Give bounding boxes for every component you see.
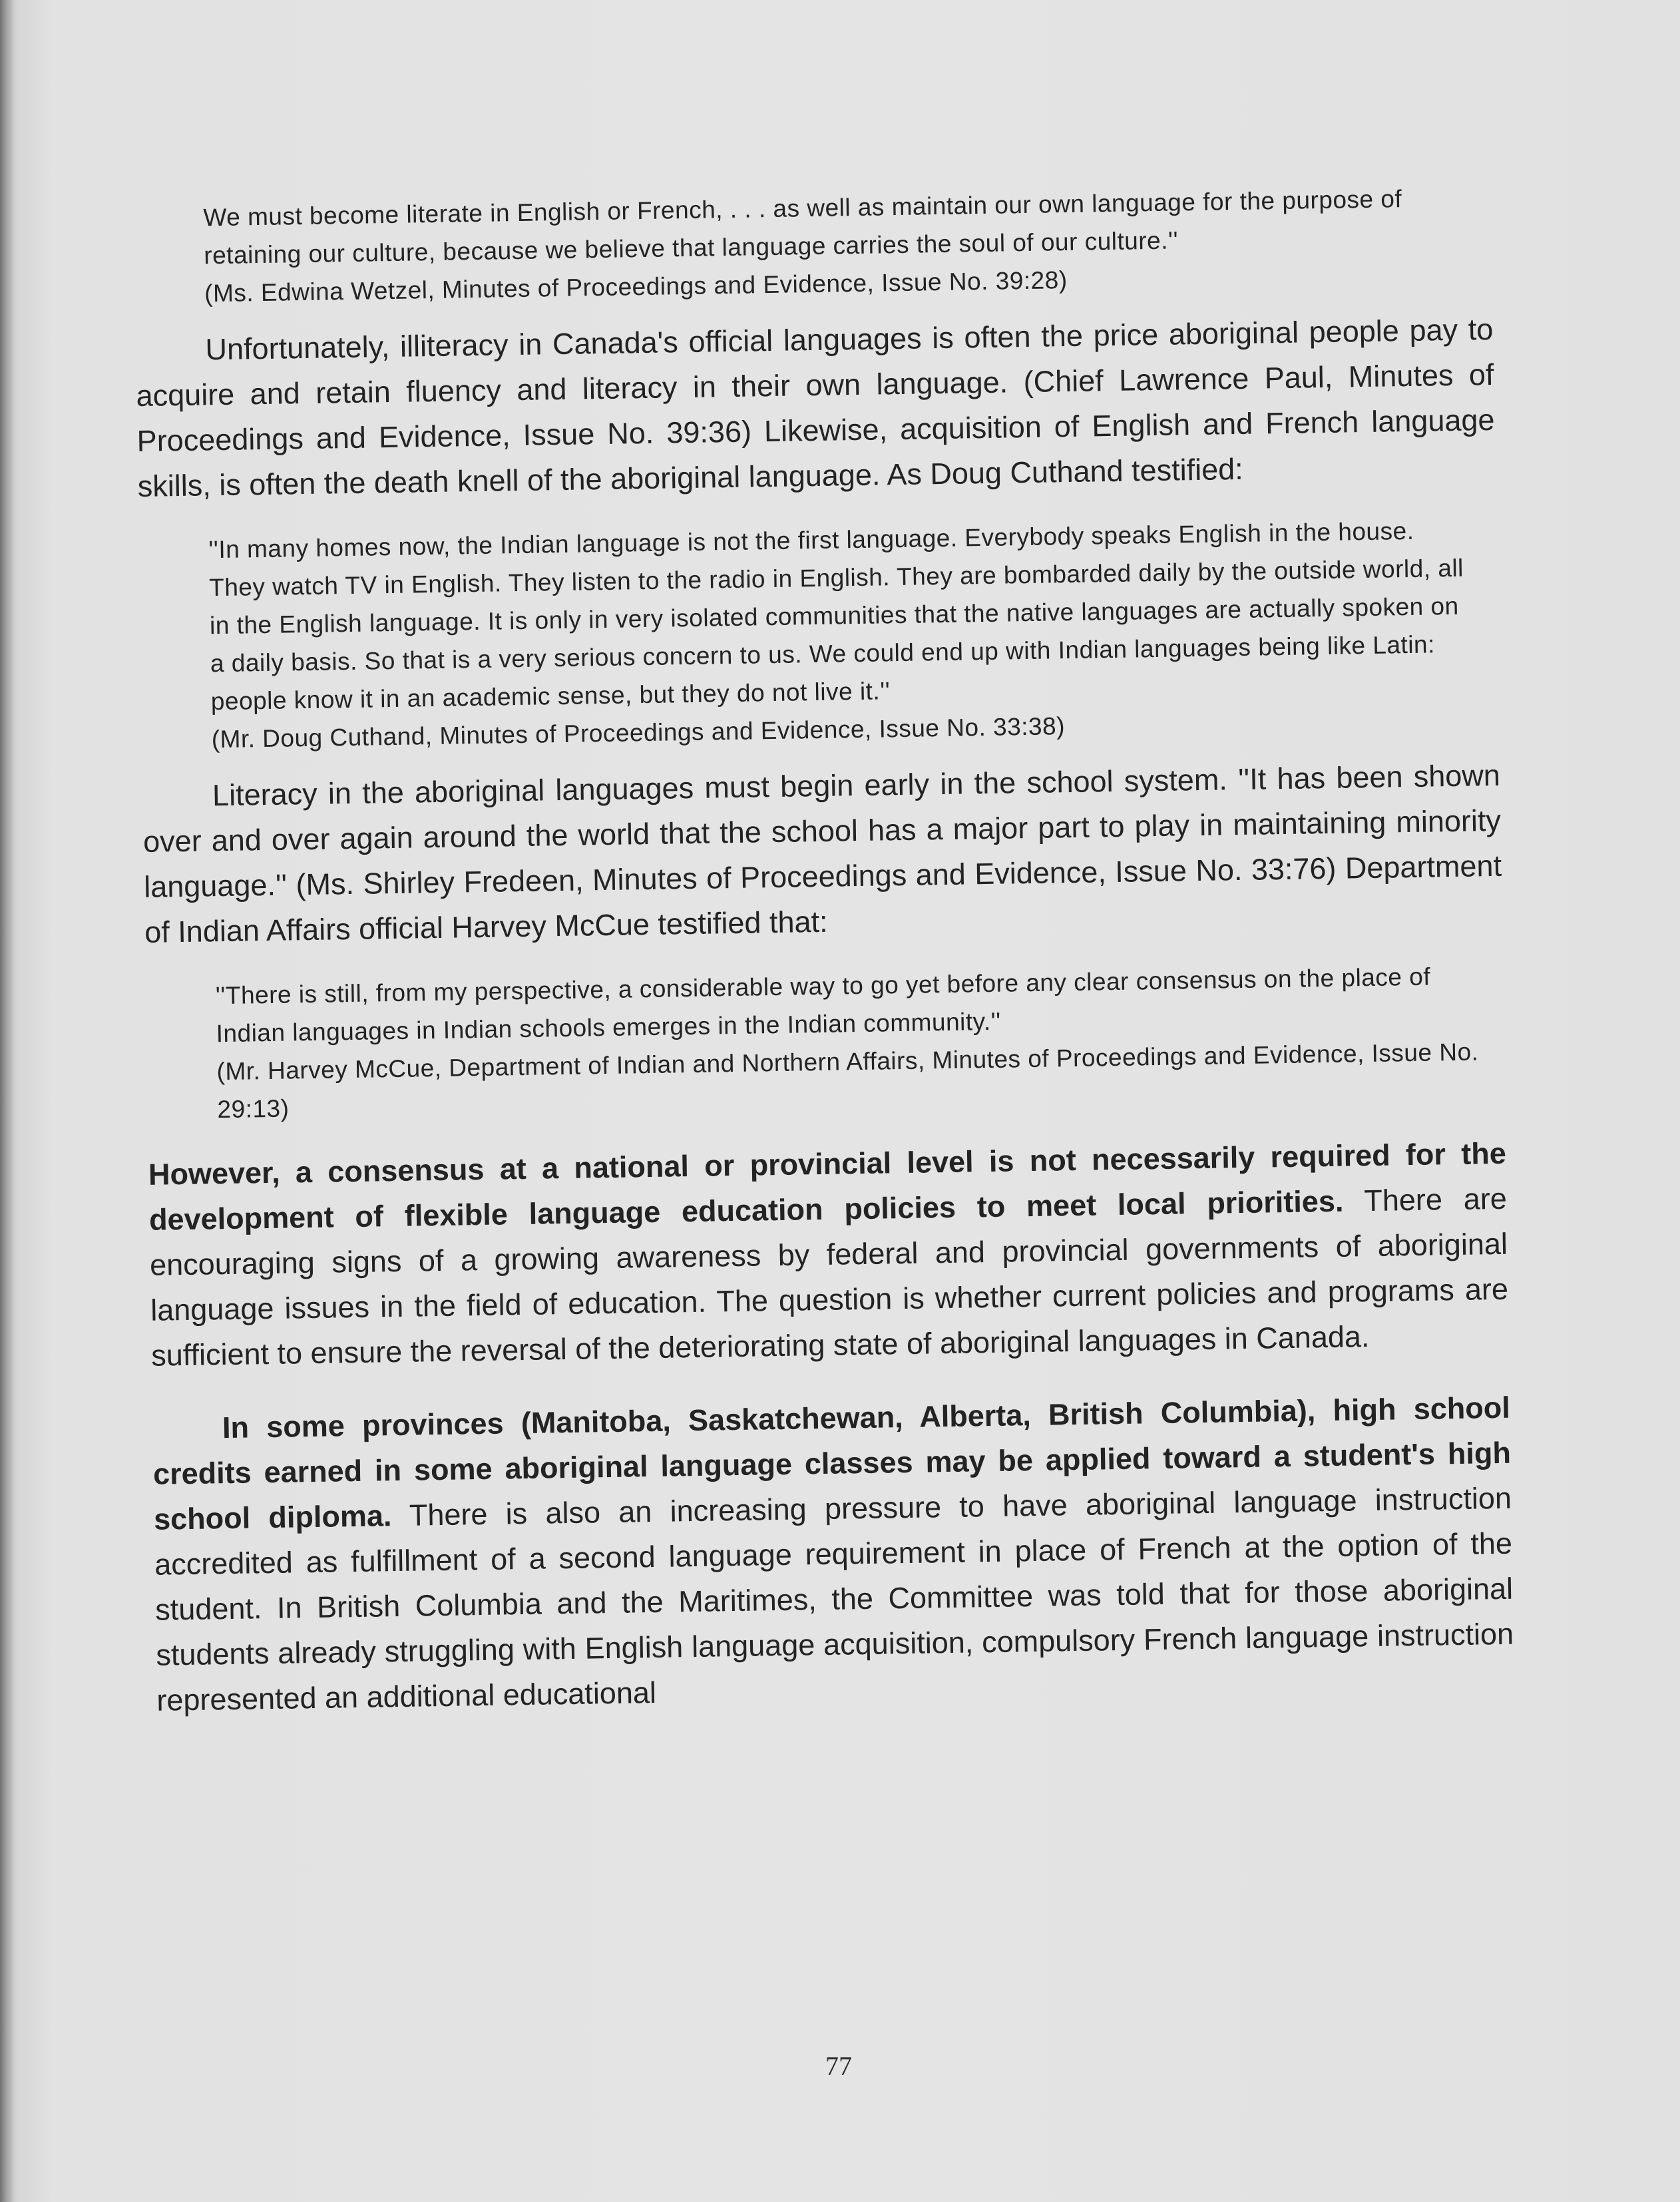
paragraph-illiteracy: Unfortunately, illiteracy in Canada's official languages is often the price aboriginal people pay to acquire and retain fluency and literacy in their own language. (Chief Lawrence Paul, Minutes of Proceedings and Evidence, Issue No. 39:36) Likewise, acquisition of English and French language skills, is often the death knell of the aboriginal language. As Doug Cuthand testified: [136,312,1495,503]
quote-text: ''There is still, from my perspective, a considerable way to go yet before any clear consensus on the place of Indian languages in Indian schools emerges in the Indian community.'' [215,963,1431,1048]
quote-citation: (Ms. Edwina Wetzel, Minutes of Proceedings and Evidence, Issue No. 39:28) [204,266,1068,308]
quote-text: ''In many homes now, the Indian language is not the first language. Everybody speaks English in the house. They watch TV in English. They listen to the radio in English. They are bombarded daily by the outside world, all in the English language. It is only in very isolated communities that the native languages are actually spoken on a daily basis. So that is a very serious concern to us. We could end up with Indian languages being like Latin: people know it in an academic sense, but they do not live it.'' [208,517,1464,716]
block-quote-wetzel [203,179,1469,313]
page-body [133,178,1515,1723]
paragraph-continuation: There is also an increasing pressure to have aboriginal language instruction accredited as fulfillment of a second language requirement in place of French at the option of the student. In British Columbia and the Maritimes, the Committee was told that for those aboriginal students already struggling with English language acquisition, compulsory French language instruction represented an additional educational [154,1480,1514,1717]
page-number: 77 [825,2051,852,2081]
paragraph-literacy: Literacy in the aboriginal languages must begin early in the school system. ''It has been shown over and over again around the world that the school has a major part to play in maintaining minority language.'' (Ms. Shirley Fredeen, Minutes of Proceedings and Evidence, Issue No. 33:76) Department of Indian Affairs official Harvey McCue testified that: [142,758,1502,949]
bold-lead-sentence: However, a consensus at a national or provincial level is not necessarily required for the development of flexible language education policies to meet local priorities. [148,1136,1507,1237]
paragraph-continuation: There are encouraging signs of a growing awareness by federal and provincial governments of aboriginal language issues in the field of education. The question is whether current policies and programs are sufficient to ensure the reversal of the deteriorating state of aboriginal languages in Canada. [149,1181,1509,1373]
quote-citation: (Mr. Harvey McCue, Department of Indian and Northern Affairs, Minutes of Proceedings and Evidence, Issue No. 29:13) [216,1038,1479,1124]
bold-lead-sentence: In some provinces (Manitoba, Saskatchewan, Alberta, British Columbia), high school credits earned in some aboriginal language classes may be applied toward a student's high school diploma. [152,1390,1512,1536]
block-quote-mccue [215,957,1482,1128]
quote-text: We must become literate in English or French, . . . as well as maintain our own language for the purpose of retaining our culture, because we believe that language carries the soul of our culture.'' [203,185,1402,270]
paragraph-consensus [148,1131,1509,1379]
page-binding-shadow [0,0,13,2202]
quote-citation: (Mr. Doug Cuthand, Minutes of Proceedings and Evidence, Issue No. 33:38) [211,712,1066,754]
block-quote-cuthand [208,511,1476,758]
paragraph-provinces [152,1385,1514,1723]
